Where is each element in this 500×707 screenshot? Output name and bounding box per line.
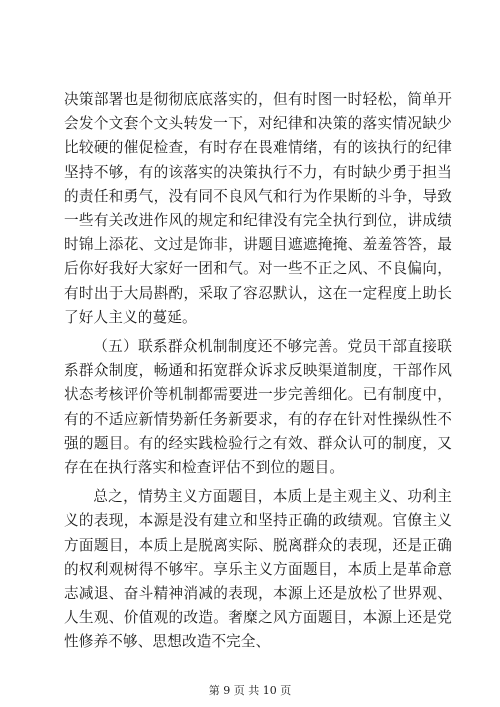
paragraph-3: 总之，情势主义方面题目，本质上是主观主义、功利主义的表现，本源是没有建立和坚持正确的政绩观。官僚主义方面题目，本质上是脱离实际、脱离群众的表现，还是正确的权利观树得不够牢。享乐主义方面题目，本质上是革命意志减退、奋斗精神消减的表现，本源上还是放松了世界观、人生观、价值观的改造。奢糜之风方面题目，本源上还是党性修养不够、思想改造不完全、: [64, 488, 452, 651]
document-body: [64, 88, 452, 660]
paragraph-2: （五）联系群众机制制度还不够完善。党员干部直接联系群众制度，畅通和拓宽群众诉求反映渠道制度，干部作风状态考核评价等机制都需要进一步完善细化。已有制度中，有的不适应新情势新任务新要求，有的存在针对性操纵性不强的题目。有的经实践检验行之有效、群众认可的制度，又存在在执行落实和检查评估不到位的题目。: [64, 338, 452, 477]
page-footer: 第 9 页 共 10 页: [208, 684, 292, 697]
paragraph-1: 决策部署也是彻彻底底落实的，但有时图一时轻松，简单开会发个文套个文头转发一下，对纪律和决策的落实情况缺少比较硬的催促检查，有时存在畏难情绪，有的该执行的纪律坚持不够，有的该落实的决策执行不力，有时缺少勇于担当的责任和勇气，没有同不良风气和行为作果断的斗争，导致一些有关改进作风的规定和纪律没有完全执行到位，讲成绩时锦上添花、文过是饰非，讲题目遮遮掩掩、羞羞答答，最后你好我好大家好一团和气。对一些不正之风、不良偏向，有时出于大局斟酌，采取了容忍默认，这在一定程度上助长了好人主义的蔓延。: [64, 91, 452, 326]
